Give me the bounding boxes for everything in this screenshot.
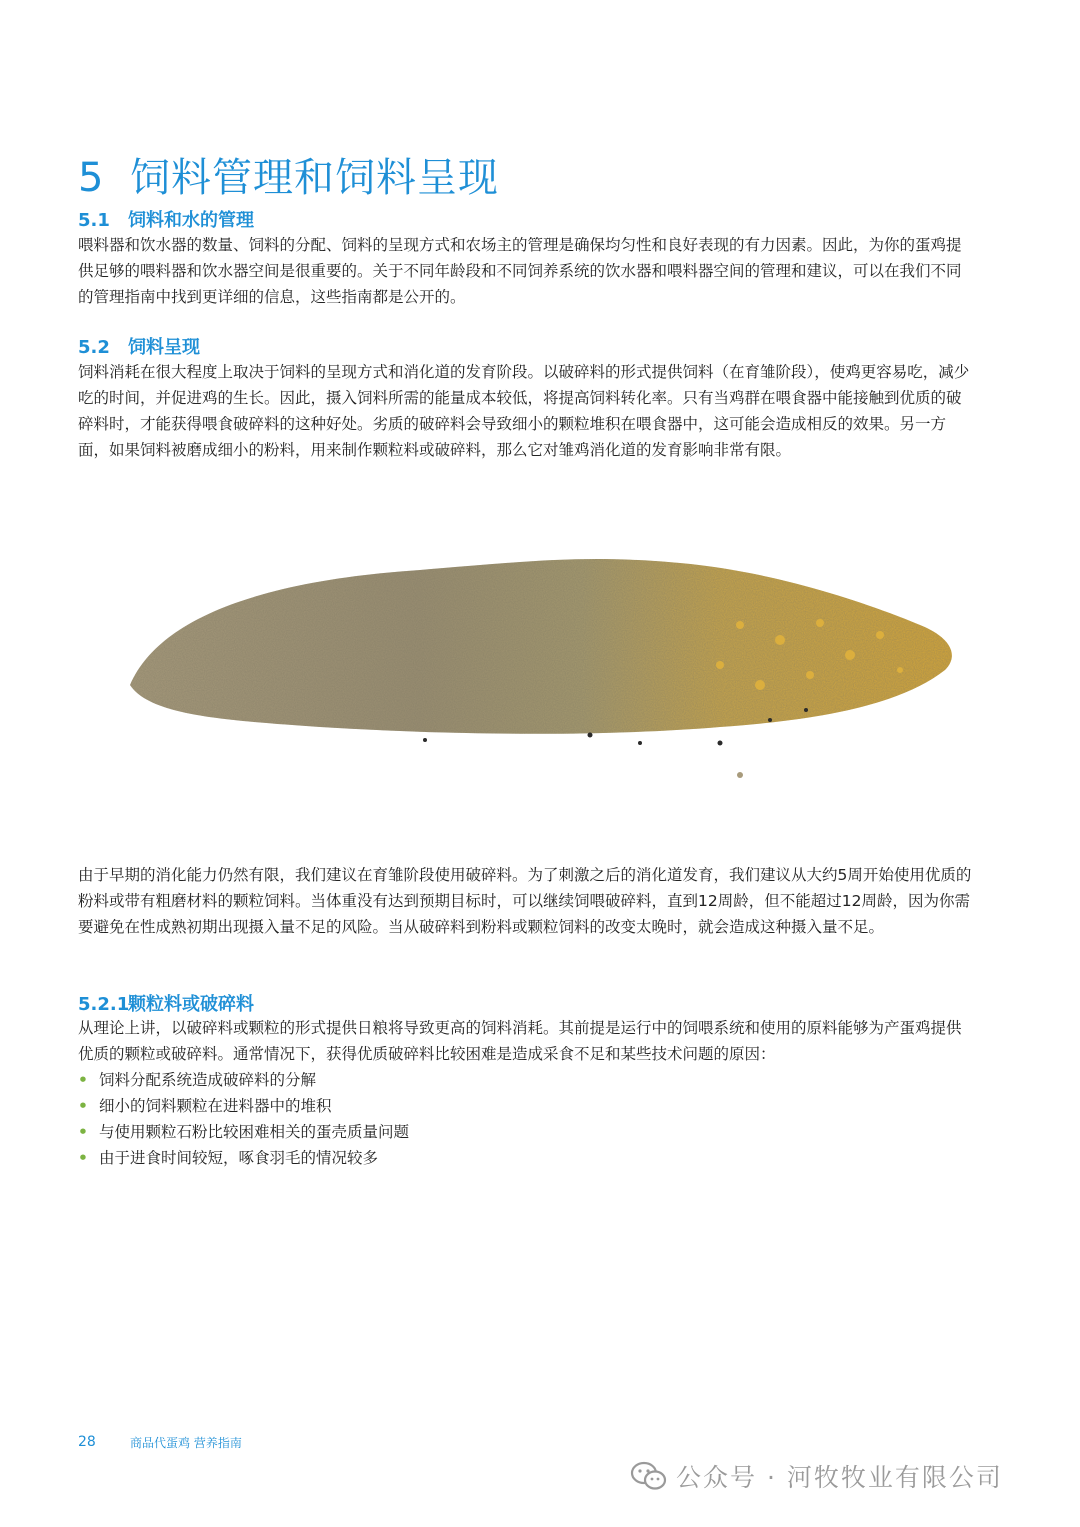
list-item: • 由于进食时间较短，啄食羽毛的情况较多 — [78, 1145, 409, 1171]
bullet-list — [78, 1067, 409, 1171]
section-heading-5-2-1 — [78, 990, 254, 1016]
watermark-text: 公众号 · 河牧牧业有限公司 — [676, 1463, 1003, 1492]
section-heading-5-1 — [78, 206, 254, 232]
section-5-2-body: 饲料消耗在很大程度上取决于饲料的呈现方式和消化道的发育阶段。以破碎料的形式提供饲料（在育雏阶段），使鸡更容易吃，减少吃的时间，并促进鸡的生长。因此，摄入饲料所需的能量成本较低，将提高饲料转化率。只有当鸡群在喂食器中能接触到优质的破碎料时，才能获得喂食破碎料的这种好处。劣质的破碎料会导致细小的颗粒堆积在喂食器中，这可能会造成相反的效果。另一方面，如果饲料被磨成细小的粉料，用来制作颗粒料或破碎料，那么它对雏鸡消化道的发育影响非常有限。 — [78, 363, 970, 459]
section-title: 饲料呈现 — [128, 337, 200, 358]
section-number: 5.2.1 — [78, 994, 130, 1015]
section-5-2-body-2: 由于早期的消化能力仍然有限，我们建议在育雏阶段使用破碎料。为了刺激之后的消化道发育，我们建议从大约5周开始使用优质的粉料或带有粗磨材料的颗粒饲料。当体重没有达到预期目标时，可以继续饲喂破碎料，直到12周龄，但不能超过12周龄，因为你需要避免在性成熟初期出现摄入量不足的风险。当从破碎料到粉料或颗粒饲料的改变太晚时，就会造成这种摄入量不足。 — [78, 866, 972, 936]
wechat-icon — [630, 1460, 668, 1492]
section-title: 颗粒料或破碎料 — [128, 994, 254, 1015]
section-number: 5.1 — [78, 210, 110, 231]
watermark — [630, 1458, 1003, 1494]
bullet-icon: • — [78, 1149, 88, 1167]
list-item: • 细小的饲料颗粒在进料器中的堆积 — [78, 1093, 409, 1119]
feed-gradient-illustration — [120, 505, 970, 805]
chapter-title: 饲料管理和饲料呈现 — [130, 155, 499, 201]
section-heading-5-2 — [78, 333, 200, 359]
section-number: 5.2 — [78, 337, 110, 358]
bullet-icon: • — [78, 1123, 88, 1141]
section-5-1-body: 喂料器和饮水器的数量、饲料的分配、饲料的呈现方式和农场主的管理是确保均匀性和良好表现的有力因素。因此，为你的蛋鸡提供足够的喂料器和饮水器空间是很重要的。关于不同年龄段和不同饲养系统的饮水器和喂料器空间的管理和建议，可以在我们不同的管理指南中找到更详细的信息，这些指南都是公开的。 — [78, 236, 962, 306]
list-item: • 与使用颗粒石粉比较困难相关的蛋壳质量问题 — [78, 1119, 409, 1145]
bullet-icon: • — [78, 1071, 88, 1089]
feed-particles-image — [120, 505, 970, 805]
footer-title: 商品代蛋鸡 营养指南 — [130, 1436, 242, 1450]
section-5-2-1-body: 从理论上讲，以破碎料或颗粒的形式提供日粮将导致更高的饲料消耗。其前提是运行中的饲喂系统和使用的原料能够为产蛋鸡提供优质的颗粒或破碎料。通常情况下，获得优质破碎料比较困难是造成采食不足和某些技术问题的原因： — [78, 1019, 962, 1063]
page-title — [78, 146, 499, 203]
section-title: 饲料和水的管理 — [128, 210, 254, 231]
list-item: • 饲料分配系统造成破碎料的分解 — [78, 1067, 409, 1093]
page-number: 28 — [78, 1434, 96, 1450]
bullet-icon: • — [78, 1097, 88, 1115]
chapter-number: 5 — [78, 155, 105, 201]
